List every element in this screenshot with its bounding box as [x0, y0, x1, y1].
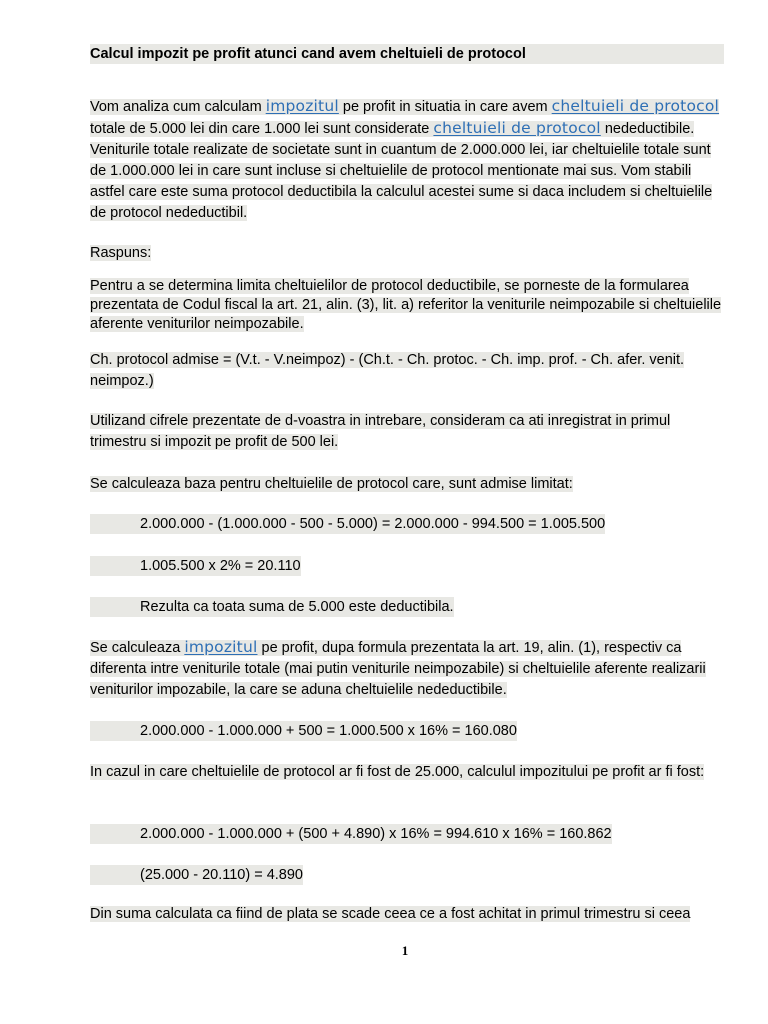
document-title: Calcul impozit pe profit atunci cand avem cheltuieli de protocol	[90, 44, 724, 64]
limit-paragraph: Pentru a se determina limita cheltuielilor de protocol deductibile, se porneste de la formularea prezentata de Codul fiscal la art. 21, alin. (3), lit. a) referitor la veniturile neimpozabile si cheltuielile aferente veniturilor neimpozabile.	[90, 278, 722, 332]
calc-line-1: 2.000.000 - (1.000.000 - 500 - 5.000) = 2.000.000 - 994.500 = 1.005.500	[90, 514, 605, 534]
final-paragraph: Din suma calculata ca fiind de plata se scade ceea ce a fost achitat in primul trimestru si ceea	[90, 906, 691, 922]
formula-paragraph: Ch. protocol admise = (V.t. - V.neimpoz) - (Ch.t. - Ch. protoc. - Ch. imp. prof. - Ch. afer. venit. neimpoz.)	[90, 352, 685, 389]
calc-line-5: 2.000.000 - 1.000.000 + (500 + 4.890) x 16% = 994.610 x 16% = 160.862	[90, 824, 612, 844]
link-impozitul[interactable]: impozitul	[265, 97, 339, 115]
calc-line-4: 2.000.000 - 1.000.000 + 500 = 1.000.500 x 16% = 160.080	[90, 721, 517, 741]
impozit-paragraph	[90, 637, 724, 701]
link-cheltuieli-de-protocol-2[interactable]: cheltuieli de protocol	[433, 119, 601, 137]
intro-text-4: nedeductibile. Veniturile totale realizate de societate sunt in cuantum de 2.000.000 lei, iar cheltuielile totale sunt de 1.000.000 lei in care sunt incluse si cheltuielile de protocol mentionate mai sus. Vom stabili astfel care este suma protocol deductibila la calculul acestei sume si daca includem si cheltuielile de protocol nedeductibil.	[90, 121, 713, 221]
calc-line-6: (25.000 - 20.110) = 4.890	[90, 865, 303, 885]
raspuns-heading: Raspuns:	[90, 245, 152, 261]
caz-paragraph: In cazul in care cheltuielile de protocol ar fi fost de 25.000, calculul impozitului pe profit ar fi fost:	[90, 764, 705, 780]
impozit-text-1: Se calculeaza	[90, 640, 185, 656]
cifre-paragraph: Utilizand cifrele prezentate de d-voastra in intrebare, consideram ca ati inregistrat in primul trimestru si impozit pe profit de 500 lei.	[90, 413, 671, 450]
link-cheltuieli-de-protocol[interactable]: cheltuieli de protocol	[551, 97, 720, 115]
intro-paragraph	[90, 96, 724, 224]
link-impozitul-2[interactable]: impozitul	[184, 638, 258, 656]
intro-text-1: Vom analiza cum calculam	[90, 99, 266, 115]
impozit-text-2: pe profit, dupa formula prezentata la art. 19, alin. (1), respectiv ca diferenta intre veniturile totale (mai putin veniturile neimpozabile) si cheltuielile aferente realizarii veniturilor impozabile, la care se aduna cheltuielile nedeductibile.	[90, 640, 706, 698]
intro-text-2: pe profit in situatia in care avem	[338, 99, 552, 115]
calc-line-3: Rezulta ca toata suma de 5.000 este deductibila.	[90, 597, 454, 617]
intro-text-3: totale de 5.000 lei din care 1.000 lei sunt considerate	[90, 121, 434, 137]
calc-line-2: 1.005.500 x 2% = 20.110	[90, 556, 301, 576]
baza-paragraph: Se calculeaza baza pentru cheltuielile de protocol care, sunt admise limitat:	[90, 476, 573, 492]
page-number: 1	[401, 943, 409, 958]
